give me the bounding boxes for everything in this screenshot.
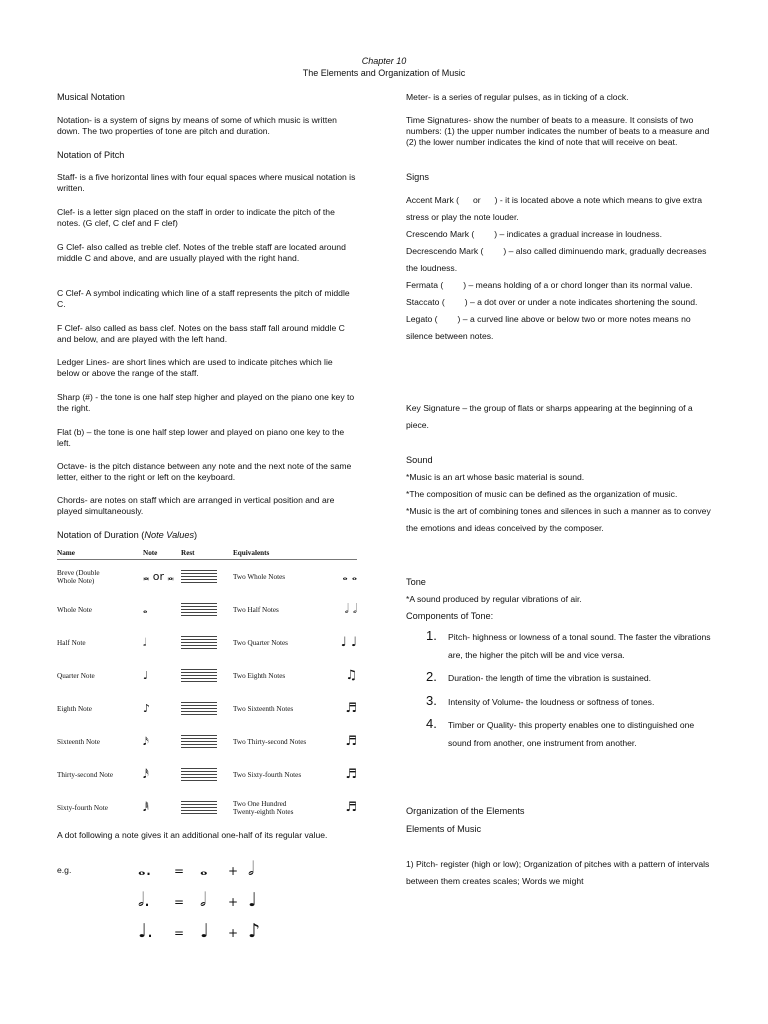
list-item <box>406 717 716 752</box>
dotted-note-example <box>138 920 260 942</box>
plus-sign: + <box>228 926 239 940</box>
note-symbol-icon: 𝅜 or 𝅜 <box>143 569 174 583</box>
rest-staff-icon <box>181 669 217 683</box>
note-name: Sixty-fourth Note <box>57 803 108 812</box>
note-name: Half Note <box>57 638 86 647</box>
cclef-definition: C Clef- A symbol indicating which line of a staff represents the pitch of middle C. <box>57 288 350 309</box>
sound-heading: Sound <box>406 455 433 465</box>
note-equivalent: Two Sixty-fourth Notes <box>233 770 302 779</box>
equivalent-notes-icon: ♬ <box>345 734 357 749</box>
flat-definition: Flat (b) – the tone is one half step lower and played on piano one key to the left. <box>57 427 345 448</box>
note-equivalent: Two One Hundred Twenty-eighth Notes <box>233 799 294 816</box>
crescendo-mark-definition: Crescendo Mark ( ) – indicates a gradual increase in loudness. <box>406 229 662 239</box>
col-header-name: Name <box>57 549 143 560</box>
equals-sign: = <box>174 895 185 909</box>
note-symbol-icon: 𝅝 <box>143 602 148 616</box>
table-row <box>57 758 357 791</box>
meter-definition: Meter- is a series of regular pulses, as in ticking of a clock. <box>406 92 629 102</box>
note-name: Sixteenth Note <box>57 737 100 746</box>
list-text: Pitch- highness or lowness of a tonal sound. The faster the vibrations are, the higher the pitch will be and vice versa. <box>448 632 711 660</box>
list-number: 3. <box>426 692 437 708</box>
col-header-equivalents: Equivalents <box>233 549 323 560</box>
rest-staff-icon <box>181 603 217 617</box>
fclef-definition: F Clef- also called as bass clef. Notes on the bass staff fall around middle C and below, and are played with the left hand. <box>57 323 345 344</box>
table-row <box>57 659 357 692</box>
equals-sign: = <box>174 926 185 940</box>
note-symbol-icon: 𝅘𝅥𝅱 <box>143 800 149 814</box>
added-note-icon: 𝅗𝅥 <box>248 858 255 880</box>
note-name: Whole Note <box>57 605 92 614</box>
equivalent-notes-icon: ♬ <box>345 767 357 782</box>
staff-definition: Staff- is a five horizontal lines with four equal spaces where musical notation is written. <box>57 172 356 193</box>
pitch-element: 1) Pitch- register (high or low); Organization of pitches with a pattern of intervals between them creates scales; Words we might <box>406 859 710 886</box>
added-note-icon: ♪ <box>248 920 261 942</box>
table-row <box>57 692 357 725</box>
col-header-rest: Rest <box>181 549 233 560</box>
note-symbol-icon: ♩ <box>143 669 149 682</box>
components-heading: Components of Tone: <box>406 611 494 621</box>
example-label: e.g. <box>57 865 72 875</box>
note-equivalent: Two Eighth Notes <box>233 671 286 680</box>
gclef-definition: G Clef- also called as treble clef. Notes of the treble staff are located around middle C and above, and are usually played with the right hand. <box>57 242 346 263</box>
tone-definition: *A sound produced by regular vibrations of air. <box>406 594 582 604</box>
equivalent-notes-icon: 𝅝 𝅝 <box>342 569 357 584</box>
note-equivalent: Two Half Notes <box>233 605 279 614</box>
list-number: 2. <box>426 669 437 684</box>
note-symbol-icon: 𝅘𝅥𝅯 <box>143 734 149 748</box>
note-name: Thirty-second Note <box>57 770 114 779</box>
table-row <box>57 725 357 758</box>
sound-point-2: *The composition of music can be defined as the organization of music. <box>406 489 678 499</box>
sound-point-1: *Music is an art whose basic material is sound. <box>406 472 585 482</box>
base-note-icon: 𝅗𝅥 <box>200 889 207 911</box>
elements-heading: Elements of Music <box>406 824 482 834</box>
note-equivalent: Two Sixteenth Notes <box>233 704 294 713</box>
page-title: The Elements and Organization of Music <box>302 68 466 78</box>
rest-staff-icon <box>181 768 217 782</box>
sound-point-3: *Music is the art of combining tones and silences in such a manner as to convey the emotions and ideas conceived by the composer. <box>406 506 711 533</box>
note-name: Quarter Note <box>57 671 95 680</box>
signs-heading: Signs <box>406 172 429 182</box>
table-row <box>57 791 357 824</box>
components-list <box>406 629 716 758</box>
time-signature-definition: Time Signatures- show the number of beats to a measure. It consists of two numbers: (1) the upper number indicates the number of beats to a measure and (2) the lower number indicates the kind of note that will receive on beat. <box>406 115 710 147</box>
equivalent-notes-icon: ♩ ♩ <box>340 635 357 650</box>
equivalent-notes-icon: ♬ <box>345 800 357 815</box>
base-note-icon: ♩ <box>200 920 209 942</box>
ledger-definition: Ledger Lines- are short lines which are used to indicate pitches which lie below or above the range of the staff. <box>57 357 333 378</box>
note-values-table <box>57 549 357 824</box>
base-note-icon: 𝅝 <box>200 858 208 880</box>
table-row <box>57 593 357 626</box>
accent-mark-definition: Accent Mark ( or ) - it is located above a note which means to give extra stress or play the note louder. <box>406 195 702 222</box>
list-item <box>406 670 716 688</box>
equals-sign: = <box>174 864 185 878</box>
table-row <box>57 626 357 659</box>
note-name: Breve (Double Whole Note) <box>57 568 100 585</box>
notation-definition: Notation- is a system of signs by means of some of which music is written down. The two properties of tone are pitch and duration. <box>57 115 337 136</box>
organization-heading: Organization of the Elements <box>406 806 525 816</box>
note-symbol-icon: ♪ <box>143 702 151 715</box>
rest-staff-icon <box>181 570 217 584</box>
octave-definition: Octave- is the pitch distance between any note and the next note of the same letter, either to the right or left on the keyboard. <box>57 461 352 482</box>
list-text: Timber or Quality- this property enables one to distinguished one sound from another, one instrument from another. <box>448 720 695 748</box>
dot-explanation: A dot following a note gives it an additional one-half of its regular value. <box>57 830 328 840</box>
equivalent-notes-icon: ♫ <box>345 668 357 683</box>
dotted-note-icon: 𝅝. <box>138 858 152 880</box>
note-name: Eighth Note <box>57 704 92 713</box>
key-signature-definition: Key Signature – the group of flats or sharps appearing at the beginning of a piece. <box>406 403 693 430</box>
tone-heading: Tone <box>406 577 426 587</box>
list-text: Duration- the length of time the vibration is sustained. <box>448 673 652 683</box>
note-equivalent: Two Quarter Notes <box>233 638 288 647</box>
dotted-note-example <box>138 889 257 911</box>
plus-sign: + <box>228 864 239 878</box>
list-item <box>406 629 716 664</box>
added-note-icon: ♩ <box>248 889 257 911</box>
col-header-note: Note <box>143 549 181 560</box>
sharp-definition: Sharp (#) - the tone is one half step higher and played on the piano one key to the right. <box>57 392 355 413</box>
note-symbol-icon: 𝅘𝅥𝅰 <box>143 767 149 781</box>
note-equivalent: Two Thirty-second Notes <box>233 737 307 746</box>
clef-definition: Clef- is a letter sign placed on the staff in order to indicate the pitch of the notes. (G clef, C clef and F clef) <box>57 207 335 228</box>
staccato-definition: Staccato ( ) – a dot over or under a note indicates shortening the sound. <box>406 297 698 307</box>
equivalent-notes-icon: ♬ <box>345 701 357 716</box>
list-number: 1. <box>426 628 437 643</box>
table-row <box>57 560 357 594</box>
musical-notation-heading: Musical Notation <box>57 92 125 102</box>
dotted-note-example <box>138 858 254 880</box>
fermata-definition: Fermata ( ) – means holding of a or chord longer than its normal value. <box>406 280 693 290</box>
rest-staff-icon <box>181 702 217 716</box>
list-item <box>406 694 716 712</box>
note-symbol-icon: 𝅗𝅥 <box>143 635 147 649</box>
list-text: Intensity of Volume- the loudness or softness of tones. <box>448 696 655 707</box>
signs-list <box>406 192 716 345</box>
list-number: 4. <box>426 716 437 731</box>
rest-staff-icon <box>181 636 217 650</box>
duration-heading: Notation of Duration (Note Values) <box>57 530 198 540</box>
dotted-note-icon: 𝅗𝅥. <box>138 889 151 911</box>
dotted-note-icon: ♩. <box>138 920 154 942</box>
rest-staff-icon <box>181 735 217 749</box>
sound-list <box>406 469 716 537</box>
rest-staff-icon <box>181 801 217 815</box>
equivalent-notes-icon: 𝅗𝅥 𝅗𝅥 <box>344 602 357 617</box>
note-equivalent: Two Whole Notes <box>233 572 286 581</box>
decrescendo-mark-definition: Decrescendo Mark ( ) – also called diminuendo mark, gradually decreases the loudness. <box>406 246 707 273</box>
chords-definition: Chords- are notes on staff which are arranged in vertical position and are played simultaneously. <box>57 495 335 516</box>
chapter-label: Chapter 10 <box>361 56 407 66</box>
legato-definition: Legato ( ) – a curved line above or below two or more notes means no silence between notes. <box>406 314 691 341</box>
left-column <box>57 92 357 103</box>
pitch-heading: Notation of Pitch <box>57 150 125 160</box>
plus-sign: + <box>228 895 239 909</box>
